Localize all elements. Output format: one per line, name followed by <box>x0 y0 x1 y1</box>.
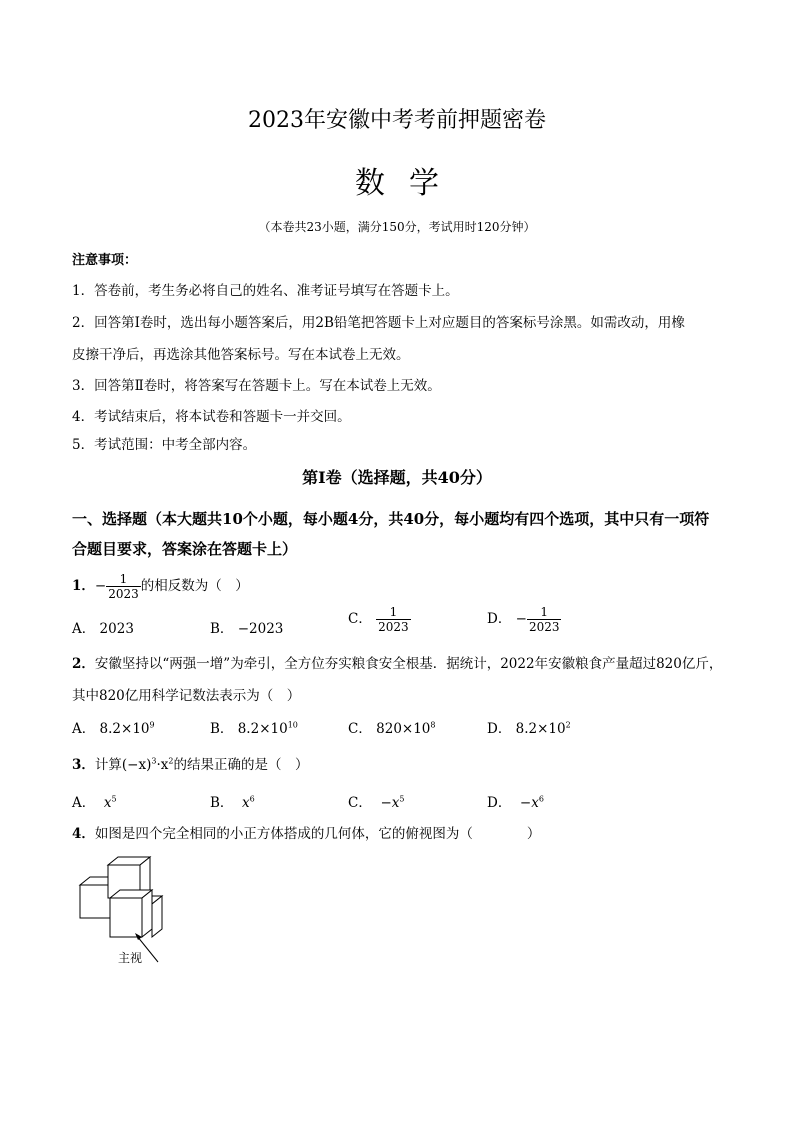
option-label: C． <box>348 795 372 811</box>
minus-sign: − <box>515 611 527 627</box>
fraction-numerator: 1 <box>540 605 549 619</box>
option-exponent: 2 <box>565 720 571 730</box>
fraction-numerator: 1 <box>119 572 128 586</box>
part-heading: 一、选择题（本大题共10个小题，每小题4分，共40分，每小题均有四个选项，其中只有一项符合题目要求，答案涂在答题卡上） <box>72 510 710 558</box>
fraction <box>527 605 562 634</box>
fraction-denominator: 2023 <box>378 620 409 634</box>
notice-item-2: 2．回答第Ⅰ卷时，选出每小题答案后，用2B铅笔把答题卡上对应题目的答案标号涂黑。如需改动，用橡 <box>72 315 685 331</box>
question-number: 2． <box>72 656 95 672</box>
option-base: 8.2×10 <box>99 721 150 737</box>
option-label: B． <box>210 721 234 737</box>
notice-item-5: 5．考试范围：中考全部内容。 <box>72 437 257 453</box>
notice-heading: 注意事项： <box>72 253 138 268</box>
expression: (−x) <box>121 757 152 773</box>
exam-title: 2023年安徽中考考前押题密卷 <box>248 108 546 133</box>
q2-option-c[interactable] <box>348 717 436 737</box>
option-base: x <box>103 795 112 811</box>
expression-exponent: 3 <box>151 756 157 766</box>
option-base: 820×10 <box>376 721 431 737</box>
notice-item-4: 4．考试结束后，将本试卷和答题卡一并交回。 <box>72 409 351 425</box>
q2-option-a[interactable] <box>72 717 155 737</box>
option-label: A． <box>72 621 96 637</box>
cube-figure <box>70 852 180 970</box>
section-title: 第Ⅰ卷（选择题，共40分） <box>302 468 492 487</box>
question-text: 计算 <box>94 757 122 773</box>
option-exponent: 6 <box>249 794 255 804</box>
q3-option-c[interactable] <box>348 791 404 811</box>
question-1 <box>72 572 249 601</box>
option-label: B． <box>210 795 234 811</box>
option-base: x <box>242 795 250 811</box>
option-base: −x <box>519 795 539 811</box>
option-label: D． <box>487 721 512 737</box>
option-exponent: 5 <box>399 794 405 804</box>
question-text: 如图是四个完全相同的小正方体搭成的几何体，它的俯视图为（ ） <box>94 826 541 842</box>
option-exponent: 5 <box>111 794 117 804</box>
q3-option-d[interactable] <box>487 791 544 811</box>
option-exponent: 6 <box>538 794 544 804</box>
option-exponent: 10 <box>287 720 298 730</box>
notice-item-2-cont: 皮擦干净后，再选涂其他答案标号。写在本试卷上无效。 <box>72 347 410 363</box>
option-label: A． <box>72 795 96 811</box>
option-base: −x <box>380 795 400 811</box>
fraction <box>106 572 141 601</box>
option-exponent: 9 <box>149 720 155 730</box>
q2-option-b[interactable] <box>210 717 298 737</box>
q1-option-c[interactable] <box>348 605 411 634</box>
fraction <box>376 605 411 634</box>
option-text: 2023 <box>99 621 134 637</box>
expression-exponent: 2 <box>168 756 174 766</box>
option-base: 8.2×10 <box>237 721 288 737</box>
option-label: A． <box>72 721 96 737</box>
option-label: C． <box>348 611 372 627</box>
question-3 <box>72 753 308 773</box>
q3-option-b[interactable] <box>210 791 255 811</box>
notice-item-3: 3．回答第Ⅱ卷时，将答案写在答题卡上。写在本试卷上无效。 <box>72 378 441 394</box>
option-label: B． <box>210 621 234 637</box>
question-number: 3． <box>72 757 95 773</box>
exam-info: （本卷共23小题，满分150分，考试用时120分钟） <box>258 220 536 234</box>
question-text: 的结果正确的是（ ） <box>173 757 309 773</box>
fraction-denominator: 2023 <box>528 620 560 634</box>
question-number: 1． <box>72 578 95 594</box>
fraction-numerator: 1 <box>389 605 398 619</box>
expression: ·x <box>156 757 169 773</box>
question-number: 4． <box>72 826 95 842</box>
question-4 <box>72 822 540 842</box>
option-label: D． <box>487 611 512 627</box>
q3-option-a[interactable] <box>72 791 117 811</box>
minus-sign: − <box>94 578 107 594</box>
question-2-cont: 其中820亿用科学记数法表示为（ ） <box>72 688 301 704</box>
q1-option-b[interactable] <box>210 617 283 637</box>
question-text: 的相反数为（ ） <box>140 578 249 594</box>
notice-item-1: 1．答卷前，考生务必将自己的姓名、准考证号填写在答题卡上。 <box>72 283 459 299</box>
subject-title: 数学 <box>355 166 463 201</box>
fraction-denominator: 2023 <box>108 587 139 601</box>
q2-option-d[interactable] <box>487 717 571 737</box>
q1-option-a[interactable] <box>72 617 134 637</box>
q1-option-d[interactable] <box>487 605 561 634</box>
option-text: −2023 <box>237 621 284 637</box>
option-exponent: 8 <box>430 720 436 730</box>
figure-label: 主视 <box>118 951 143 965</box>
option-label: C． <box>348 721 372 737</box>
question-text: 安徽坚持以“两强一增”为牵引，全方位夯实粮食安全根基．据统计，2022年安徽粮食产量超过820亿斤， <box>94 656 723 672</box>
option-label: D． <box>487 795 512 811</box>
question-2 <box>72 652 722 672</box>
option-base: 8.2×10 <box>515 721 566 737</box>
